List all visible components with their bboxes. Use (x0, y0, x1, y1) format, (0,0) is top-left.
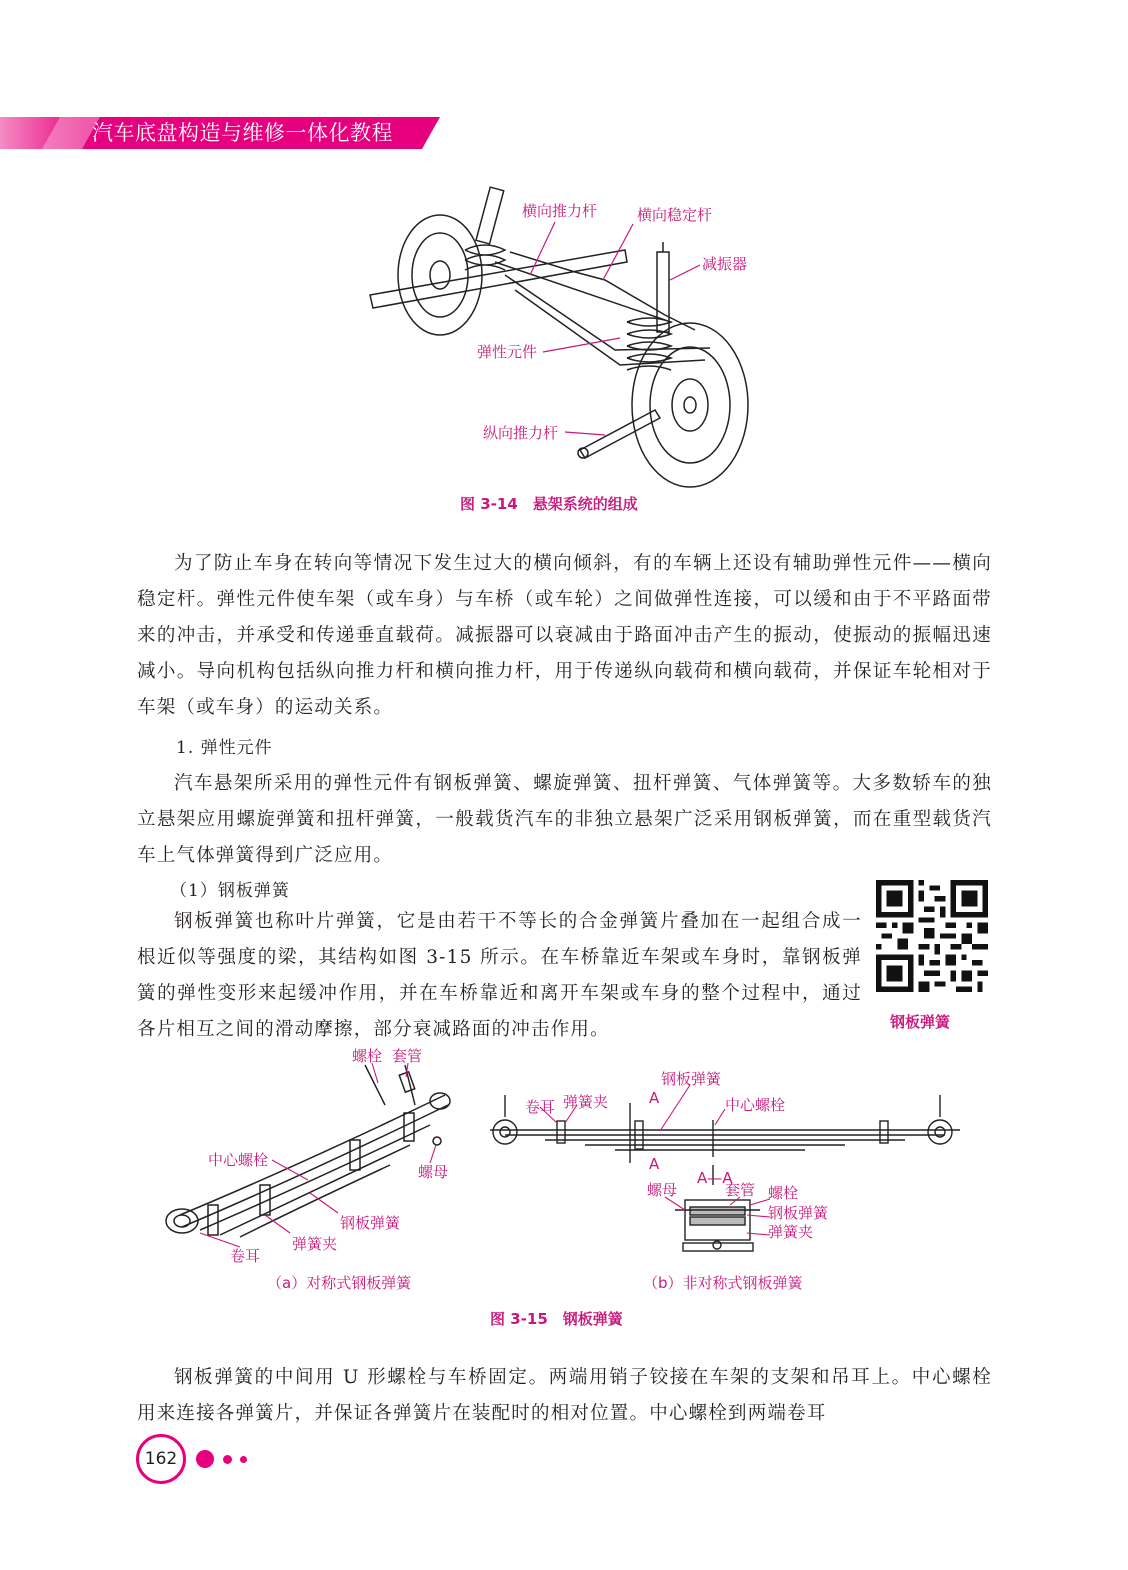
page-number: 162 (136, 1434, 186, 1484)
label-elastic-element: 弹性元件 (477, 343, 538, 361)
label-b-section-a-top: A (649, 1089, 660, 1107)
paragraph-4: 钢板弹簧的中间用 U 形螺栓与车桥固定。两端用销子铰接在车架的支架和吊耳上。中心螺栓用来连接各弹簧片，并保证各弹簧片在装配时的相对位置。中心螺栓到两端卷耳 (137, 1367, 992, 1424)
label-shock-absorber: 减振器 (702, 255, 748, 273)
label-stabilizer: 横向稳定杆 (637, 206, 713, 224)
qr-code[interactable] (876, 880, 988, 992)
label-a-spring-clip: 弹簧夹 (292, 1235, 338, 1253)
label-b-eye: 卷耳 (525, 1098, 556, 1116)
footer-dot-small (240, 1456, 247, 1463)
suspension-illustration (365, 180, 765, 490)
subsection-heading-leaf: （1）钢板弹簧 (170, 881, 290, 901)
label-b-nut: 螺母 (647, 1181, 678, 1199)
footer-dot-medium (223, 1455, 232, 1464)
figure-3-15a-caption: （a）对称式钢板弹簧 (267, 1274, 412, 1292)
label-b-spring-clip-2: 弹簧夹 (768, 1223, 814, 1241)
label-a-sleeve: 套管 (392, 1047, 423, 1065)
label-a-eye: 卷耳 (230, 1247, 261, 1265)
symmetric-leaf-spring-illustration (160, 1045, 460, 1295)
figure-3-14-caption: 图 3-14 悬架系统的组成 (460, 495, 638, 513)
figure-3-15-caption: 图 3-15 钢板弹簧 (490, 1310, 623, 1328)
label-b-section-a-bottom: A (649, 1155, 660, 1173)
paragraph-1: 为了防止车身在转向等情况下发生过大的横向倾斜，有的车辆上还设有辅助弹性元件——横向稳定杆。弹性元件使车架（或车身）与车桥（或车轮）之间做弹性连接，可以缓和由于不平路面带来的冲击，并承受和传递垂直载荷。减振器可以衰减由于路面冲击产生的振动，使振动的振幅迅速减小。导向机构包括纵向推力杆和横向推力杆，用于传递纵向载荷和横向载荷，并保证车轮相对于车架（或车身）的运动关系。 (137, 553, 992, 718)
qr-caption: 钢板弹簧 (890, 1013, 951, 1031)
label-a-leaf-spring: 钢板弹簧 (340, 1214, 401, 1232)
paragraph-3: 钢板弹簧也称叶片弹簧，它是由若干不等长的合金弹簧片叠加在一起组合成一根近似等强度的梁，其结构如图 3-15 所示。在车桥靠近车架或车身时，靠钢板弹簧的弹性变形来起缓冲作用，并在车桥靠近和离开车架或车身的整个过程中，通过各片相互之间的滑动摩擦，部分衰减路面的冲击作用。 (137, 911, 862, 1040)
label-b-section-aa: A—A (697, 1169, 733, 1187)
label-a-nut: 螺母 (418, 1163, 449, 1181)
label-a-center-bolt: 中心螺栓 (208, 1151, 269, 1169)
label-a-bolt: 螺栓 (352, 1047, 383, 1065)
label-b-leaf-spring-2: 钢板弹簧 (768, 1204, 829, 1222)
label-b-sleeve: 套管 (725, 1181, 756, 1199)
label-b-spring-clip: 弹簧夹 (563, 1093, 609, 1111)
book-title: 汽车底盘构造与维修一体化教程 (92, 121, 393, 145)
figure-3-15b-caption: （b）非对称式钢板弹簧 (643, 1274, 803, 1292)
label-b-center-bolt: 中心螺栓 (725, 1096, 786, 1114)
section-heading-elastic: 1. 弹性元件 (176, 738, 273, 758)
label-longitudinal-rod: 纵向推力杆 (483, 424, 559, 442)
label-b-leaf-spring: 钢板弹簧 (661, 1070, 722, 1088)
paragraph-2: 汽车悬架所采用的弹性元件有钢板弹簧、螺旋弹簧、扭杆弹簧、气体弹簧等。大多数轿车的独立悬架应用螺旋弹簧和扭杆弹簧，一般载货汽车的非独立悬架广泛采用钢板弹簧，而在重型载货汽车上气体弹簧得到广泛应用。 (137, 773, 992, 866)
asymmetric-leaf-spring-illustration (485, 1065, 965, 1265)
label-lateral-rod: 横向推力杆 (522, 202, 598, 220)
label-b-bolt: 螺栓 (768, 1184, 799, 1202)
footer-dot-large (196, 1450, 214, 1468)
